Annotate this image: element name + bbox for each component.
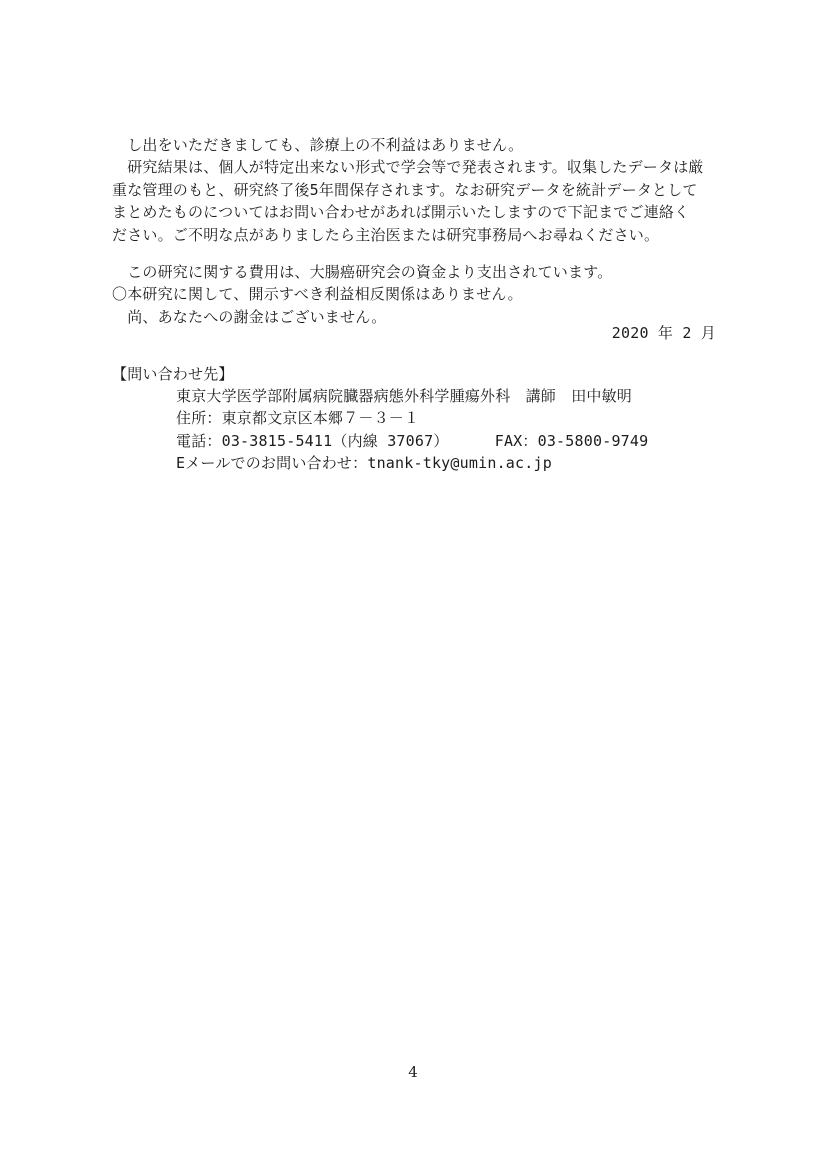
- text-line: この研究に関する費用は、大腸癌研究会の資金より支出されています。: [112, 263, 613, 281]
- paragraph-study-results: [112, 134, 716, 246]
- date-block: [112, 322, 716, 344]
- text-line: 重な管理のもと、研究終了後5年間保存されます。なお研究データを統計データとして: [112, 180, 698, 199]
- text-line: ださい。ご不明な点がありましたら主治医または研究事務局へお尋ねください。: [112, 225, 660, 244]
- contact-affiliation-line: 東京大学医学部附属病院臓器病態外科学腫瘍外科 講師 田中敏明: [176, 387, 633, 405]
- text-line: 研究結果は、個人が特定出来ない形式で学会等で発表されます。収集したデータは厳: [112, 158, 704, 177]
- text-line: 〇本研究に関して、開示すべき利益相反関係はありません。: [112, 285, 523, 304]
- document-body: [112, 0, 716, 1169]
- text-line: 尚、あなたへの謝金はございません。: [112, 307, 387, 326]
- contact-heading: 【問い合わせ先】: [112, 365, 234, 383]
- text-line: まとめたものについてはお問い合わせがあれば開示いたしますので下記までご連絡く: [112, 203, 690, 222]
- paragraph-funding-coi: [112, 261, 716, 328]
- page-number: 4: [408, 1063, 418, 1081]
- contact-section: [112, 363, 716, 385]
- contact-phone-fax-line: 電話：03-3815-5411（内線 37067） FAX：03-5800-9749: [176, 431, 649, 450]
- contact-info: [112, 385, 716, 475]
- contact-email-line: Eメールでのお問い合わせ：tnank-tky@umin.ac.jp: [176, 454, 552, 473]
- text-line: し出をいただきましても、診療上の不利益はありません。: [112, 136, 524, 154]
- contact-address-line: 住所：東京都文京区本郷７－３－１: [176, 409, 420, 428]
- date-line: 2020 年 2 月: [611, 324, 716, 342]
